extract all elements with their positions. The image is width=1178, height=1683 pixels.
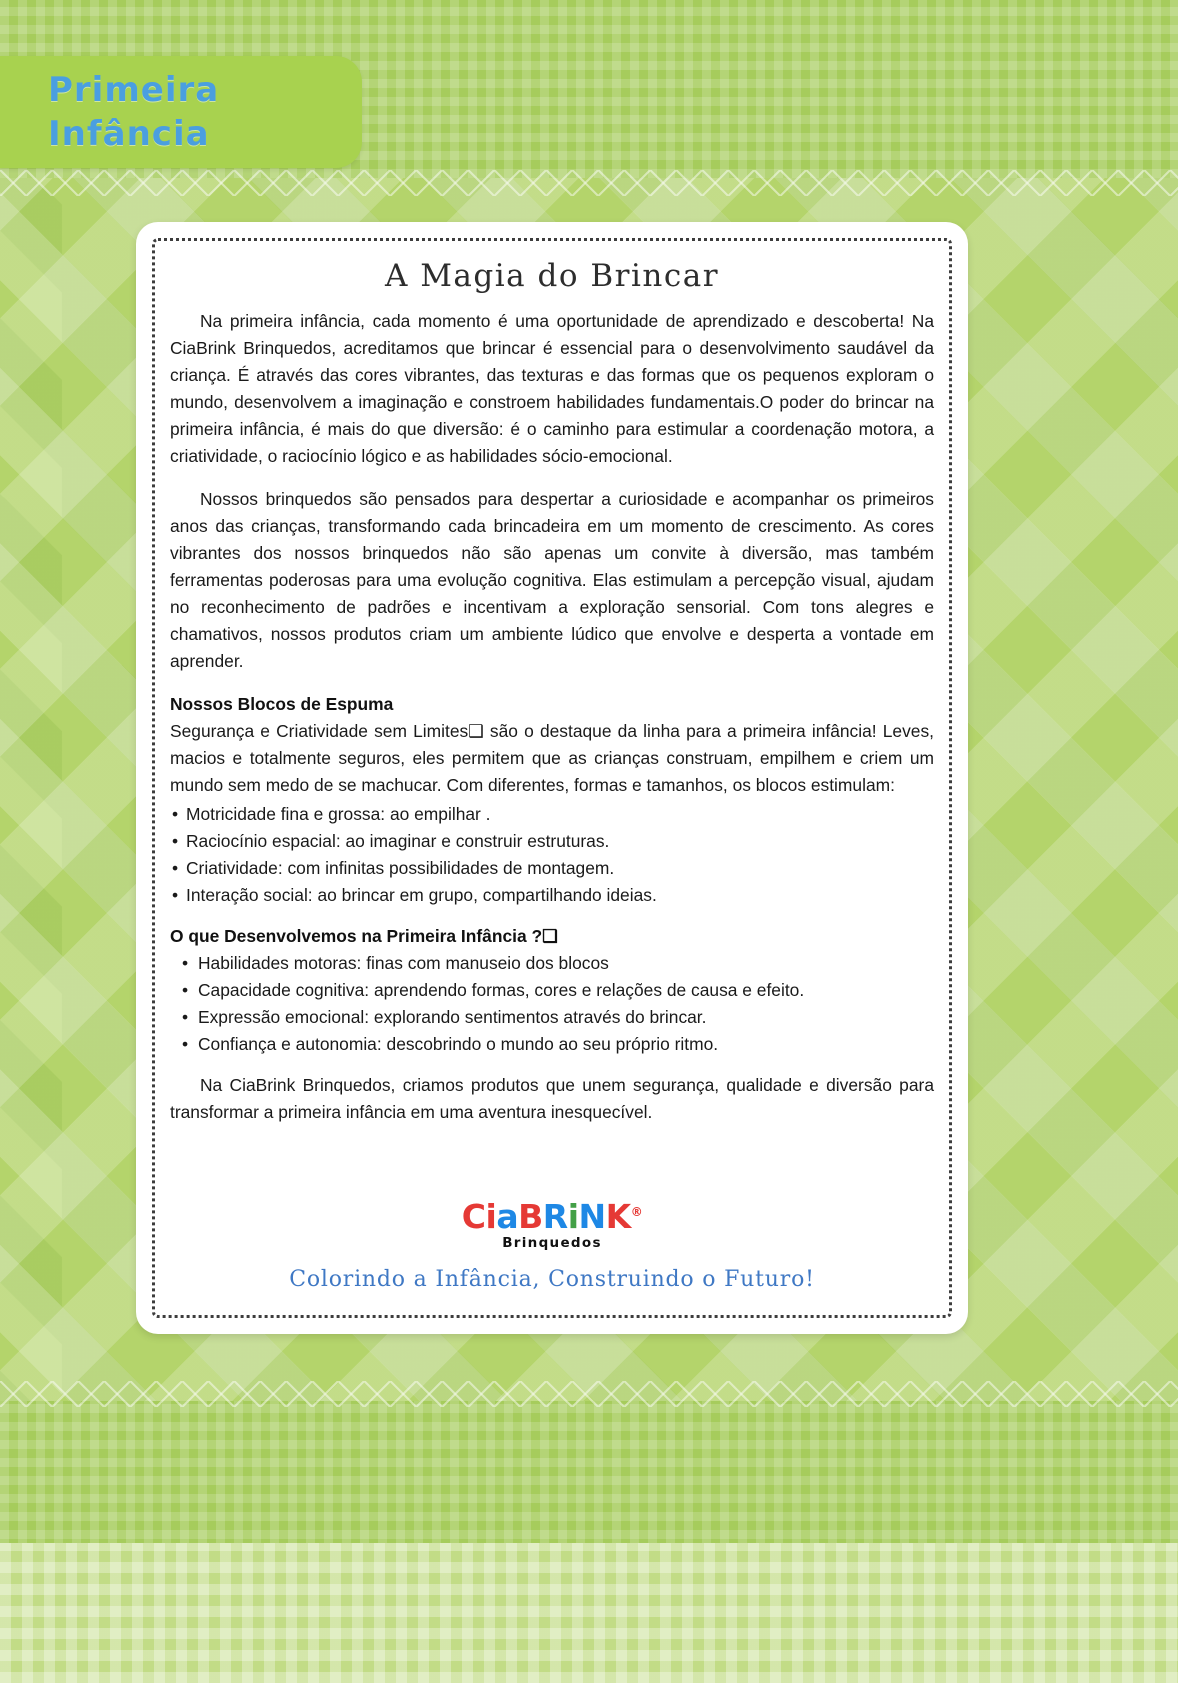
section-desenvolvemos-bullets <box>170 950 934 1058</box>
header-tab <box>0 56 362 168</box>
logo-part-k: K <box>605 1197 631 1236</box>
content-card <box>136 222 968 1334</box>
list-item: • Confiança e autonomia: descobrindo o mundo ao seu próprio ritmo. <box>170 1031 934 1058</box>
intro-paragraph-1: Na primeira infância, cada momento é uma oportunidade de aprendizado e descoberta! Na CiaBrink Brinquedos, acreditamos que brincar é essencial para o desenvolvimento saudável da criança. É através das cores vibrantes, das texturas e das formas que os pequenos exploram o mundo, desenvolvem a imaginação e constroem habilidades fundamentais.O poder do brincar na primeira infância, é mais do que diversão: é o caminho para estimular a coordenação motora, a criatividade, o raciocínio lógico e as habilidades sócio-emocional. <box>170 311 934 466</box>
registered-mark: ® <box>630 1205 643 1219</box>
list-item: • Habilidades motoras: finas com manuseio dos blocos <box>170 950 934 977</box>
ciabrink-logo <box>462 1195 642 1234</box>
list-item: • Raciocínio espacial: ao imaginar e construir estruturas. <box>170 828 934 855</box>
section-heading-blocos: Nossos Blocos de Espuma <box>170 694 394 714</box>
card-content <box>170 250 934 1310</box>
section-blocos-lead: Segurança e Criatividade sem Limites❑ são o destaque da linha para a primeira infância! Leves, macios e totalmente seguros, eles permitem que as crianças construam, empilhem e criem um mundo sem medo de se machucar. Com diferentes, formas e tamanhos, os blocos estimulam: <box>170 721 934 795</box>
list-item: • Criatividade: com infinitas possibilidades de montagem. <box>170 855 934 882</box>
logo-part-a: a <box>496 1197 519 1236</box>
logo-part-i: i <box>567 1197 579 1236</box>
logo-subtitle: Brinquedos <box>502 1235 602 1251</box>
logo-part-n: N <box>578 1197 606 1236</box>
header-tab-title <box>48 68 219 156</box>
page-title: A Magia do Brincar <box>384 258 720 294</box>
header-tab-line1: Primeira <box>48 70 220 110</box>
intro-paragraph-2: Nossos brinquedos são pensados para despertar a curiosidade e acompanhar os primeiros anos das crianças, transformando cada brincadeira em um momento de crescimento. As cores vibrantes dos nossos brinquedos não são apenas um convite à diversão, mas também ferramentas poderosas para uma evolução cognitiva. Elas estimulam a percepção visual, ajudam no reconhecimento de padrões e incentivam a exploração sensorial. Com tons alegres e chamativos, nossos produtos criam um ambiente lúdico que envolve e desperta a vontade em aprender. <box>170 489 934 671</box>
bottom-zigzag-divider <box>0 1381 1178 1407</box>
list-item: • Interação social: ao brincar em grupo, compartilhando ideias. <box>170 882 934 909</box>
logo-part-r: R <box>542 1197 568 1236</box>
header-tab-line2: Infância <box>48 114 210 154</box>
logo-part-ci: Ci <box>461 1197 497 1236</box>
section-heading-desenvolvemos: O que Desenvolvemos na Primeira Infância ?❑ <box>170 926 558 946</box>
bottom-stripe-band <box>0 1543 1178 1683</box>
list-item: • Motricidade fina e grossa: ao empilhar . <box>170 801 934 828</box>
section-blocos-bullets <box>170 801 934 909</box>
top-zigzag-divider <box>0 170 1178 196</box>
logo-part-b: B <box>518 1197 543 1236</box>
footer-branding <box>170 1195 934 1292</box>
footer-tagline: Colorindo a Infância, Construindo o Futuro! <box>289 1267 815 1292</box>
list-item: • Expressão emocional: explorando sentimentos através do brincar. <box>170 1004 934 1031</box>
list-item: • Capacidade cognitiva: aprendendo formas, cores e relações de causa e efeito. <box>170 977 934 1004</box>
closing-paragraph: Na CiaBrink Brinquedos, criamos produtos que unem segurança, qualidade e diversão para transformar a primeira infância em uma aventura inesquecível. <box>170 1075 934 1122</box>
